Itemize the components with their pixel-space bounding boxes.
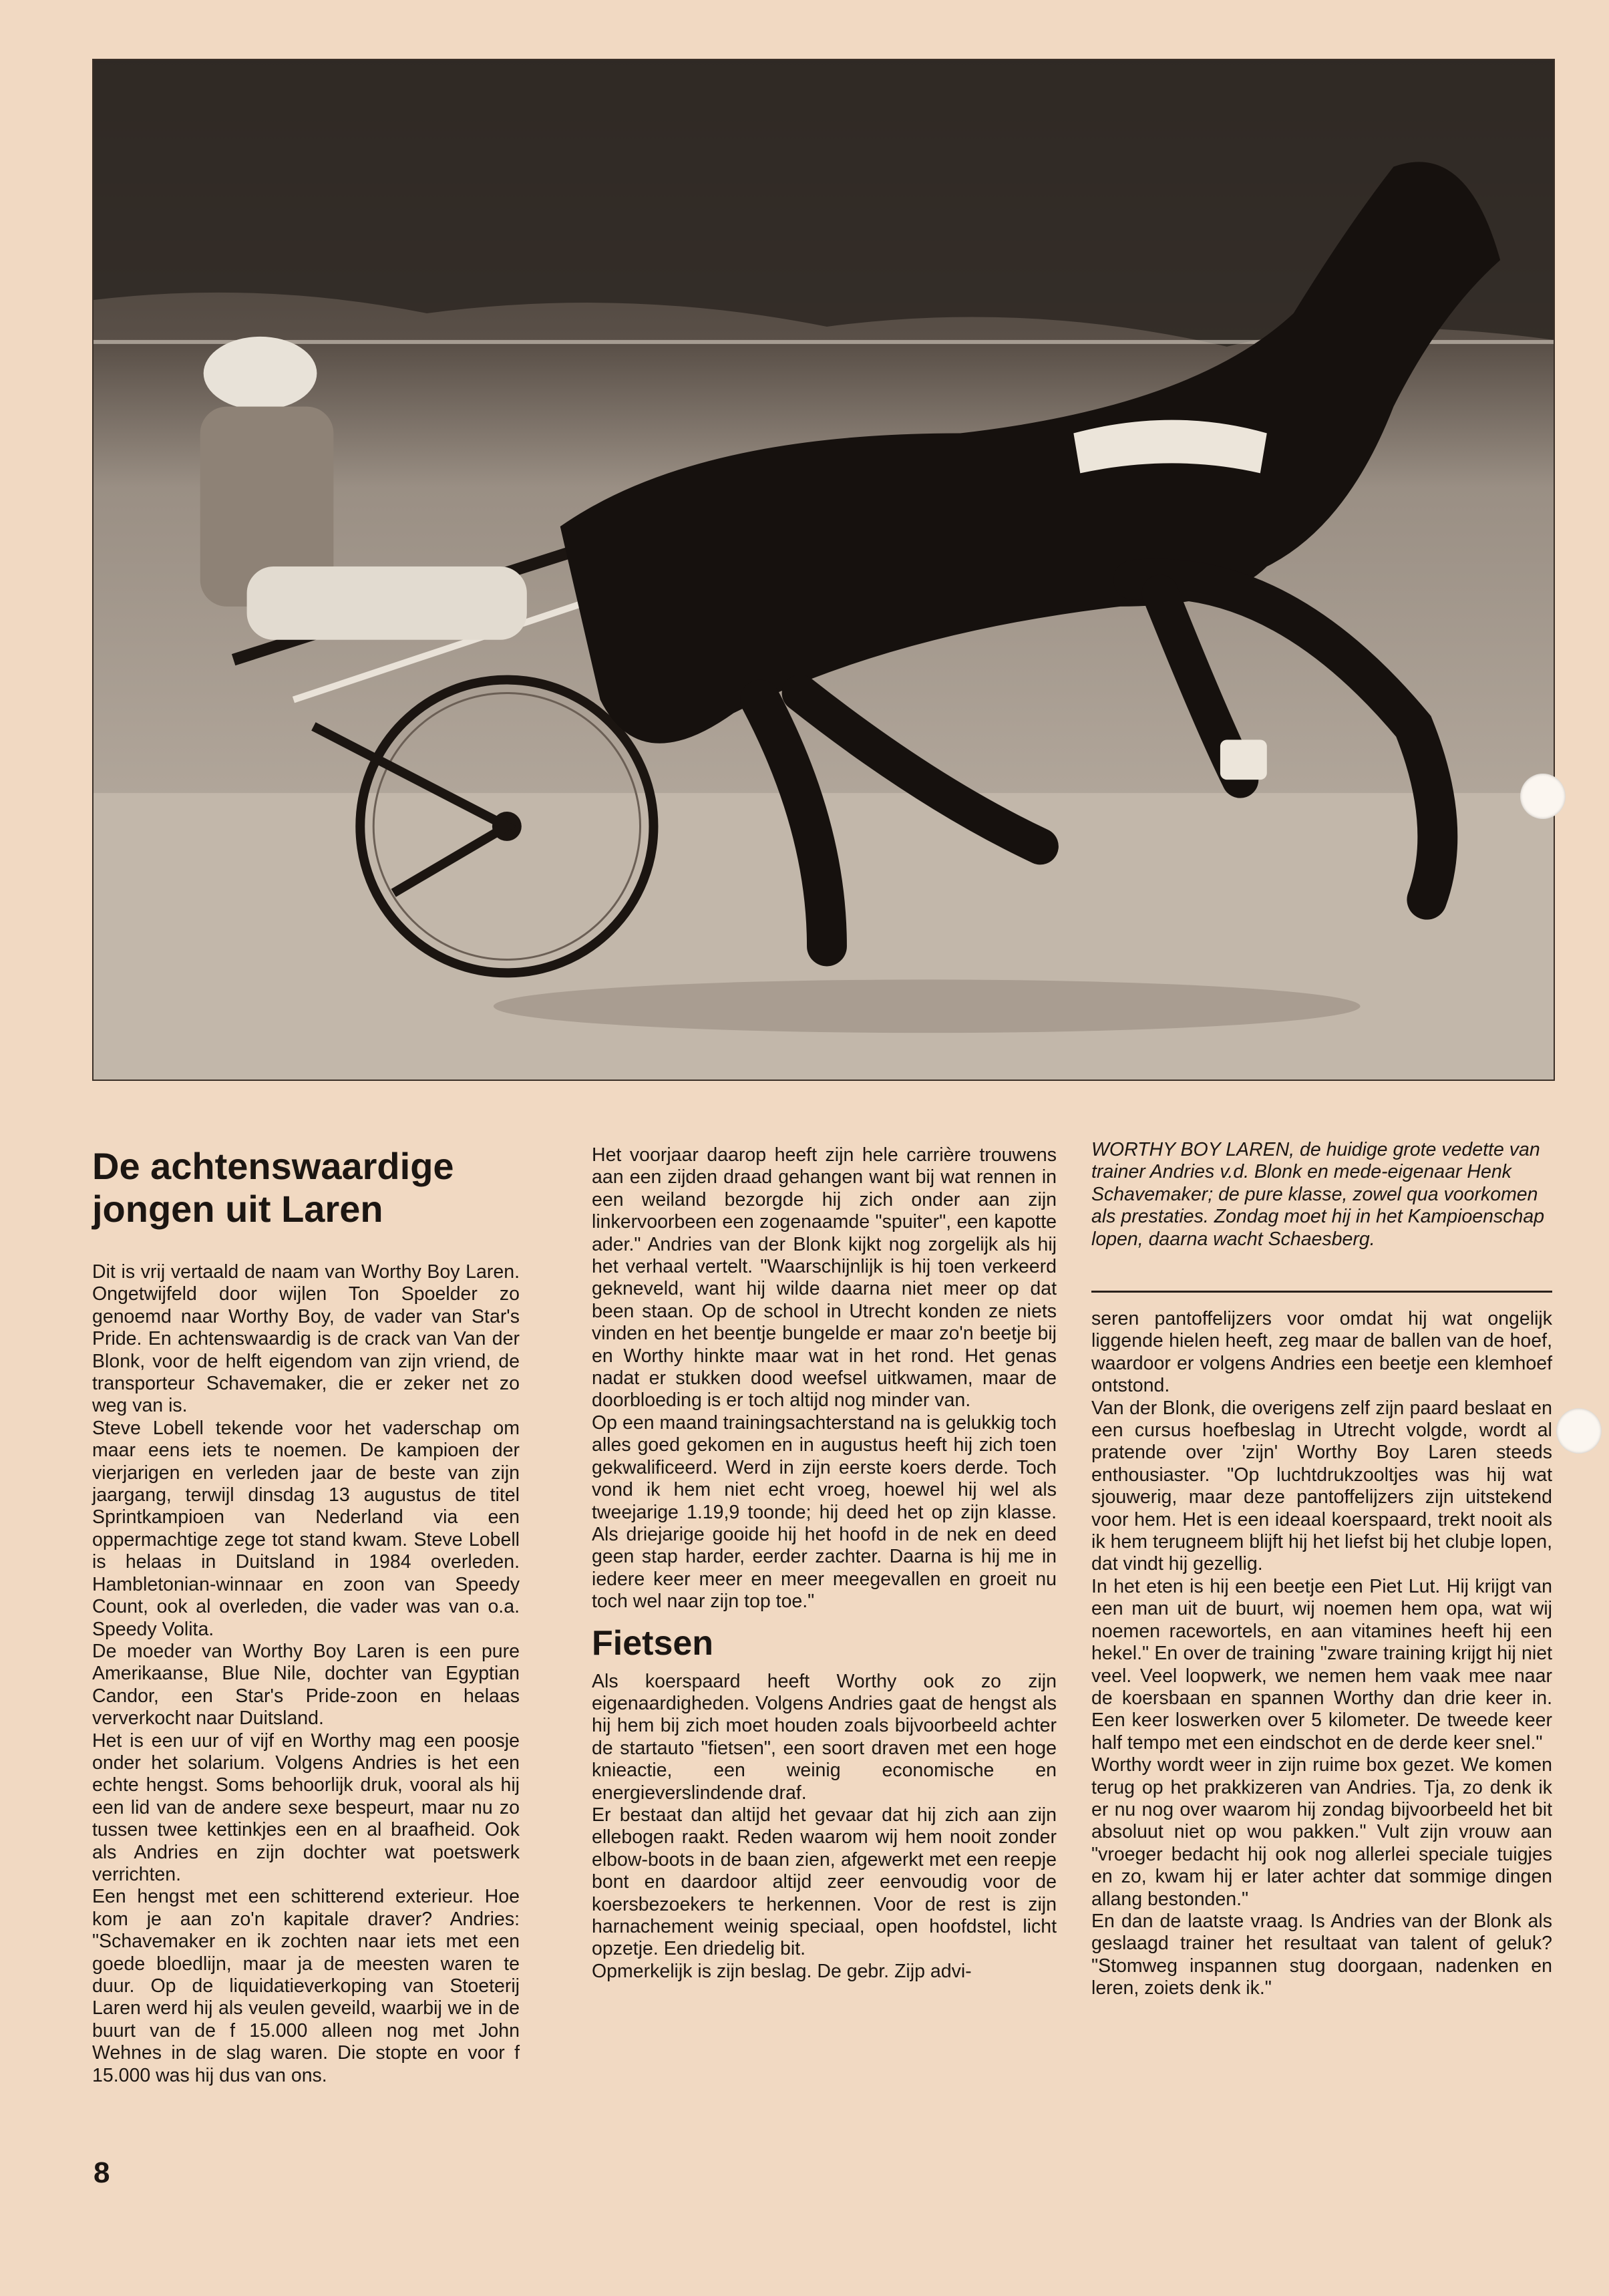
punch-hole-top <box>1520 774 1566 819</box>
paragraph: En dan de laatste vraag. Is Andries van der Blonk als geslaagd trainer het resultaat van talent of geluk? "Stomweg inspannen stug doorgaan, nadenken en leren, zoiets denk ik." <box>1091 1910 1552 1999</box>
paragraph: De moeder van Worthy Boy Laren is een pure Amerikaanse, Blue Nile, dochter van Egyptian Candor, een Star's Pride-zoon en helaas ververkocht naar Duitsland. <box>92 1640 520 1730</box>
paragraph: Het voorjaar daarop heeft zijn hele carrière trouwens aan een zijden draad gehangen want bij wat rennen in een weiland bezorgde hij zich onder aan zijn linkervoorbeen een zogenaamde "spuiter", een kapotte ader." Andries van der Blonk kijkt nog zorgelijk als hij het verhaal vertelt. "Waarschijnlijk is hij toen verkeerd gekneveld, want hij wilde daarna niet meer op dat been staan. Op de school in Utrecht konden ze niets vinden en het beentje bungelde er maar zo'n beetje bij en Worthy hinkte maar wat in het rond. Het genas nadat er stukken dood weefsel uitkwamen, maar de doorbloeding is er toch altijd nog minder van. <box>592 1144 1057 1412</box>
photo-caption: WORTHY BOY LAREN, de huidige grote vedette van trainer Andries v.d. Blonk en mede-eigenaar Henk Schavemaker; de pure klasse, zowel qua voorkomen als prestaties. Zondag moet hij in het Kampioenschap lopen, daarna wacht Schaesberg. <box>1091 1139 1545 1250</box>
column-2 <box>592 1144 1057 1983</box>
article-photo <box>92 59 1555 1081</box>
article-title: De achtenswaardige jongen uit Laren <box>92 1145 454 1230</box>
harness-racing-photo <box>94 60 1554 1080</box>
column-3 <box>1091 1308 1552 2000</box>
paragraph: Worthy wordt weer in zijn ruime box gezet. We komen terug op het prakkizeren van Andries. Tja, zo denk ik er nu nog over waarom hij zondag bijvoorbeeld het bit absoluut niet op wou pakken." Vult zijn vrouw aan "vroeger bedacht hij ook nog allerlei speciale tuigjes en zo, kwam hij er later achter dat sommige dingen allang bestonden." <box>1091 1754 1552 1910</box>
caption-divider <box>1091 1291 1552 1293</box>
paragraph: seren pantoffelijzers voor omdat hij wat ongelijk liggende hielen heeft, zeg maar de ballen van de hoef, waardoor er volgens Andries een beetje een klemhoef ontstond. <box>1091 1308 1552 1397</box>
paragraph: Op een maand trainingsachterstand na is gelukkig toch alles goed gekomen en in augustus heeft hij zich toen gekwalificeerd. Werd in zijn eerste koers derde. Toch vond ik hem niet echt vroeg, hoewel hij wel als tweejarige 1.19,9 toonde; hij deed het op zijn klasse. Als driejarige gooide hij het hoofd in de nek en deed geen stap harder, eerder zachter. Daarna is hij me in iedere keer meer en meer meegevallen en groeit nu toch wel naar zijn top toe." <box>592 1412 1057 1613</box>
paragraph: Steve Lobell tekende voor het vaderschap om maar eens iets te noemen. De kampioen der vierjarigen en verleden jaar de beste van zijn jaargang, terwijl dinsdag 13 augustus de titel Sprintkampioen van Nederland via een oppermachtige zege tot stand kwam. Steve Lobell is helaas in Duitsland in 1984 overleden. Hambletonian-winnaar en zoon van Speedy Count, ook al overleden, die vader was van o.a. Speedy Volita. <box>92 1417 520 1640</box>
column-1 <box>92 1261 520 2087</box>
page-number: 8 <box>94 2156 110 2189</box>
paragraph: Van der Blonk, die overigens zelf zijn paard beslaat en een cursus hoefbeslag in Utrecht volgde, wordt al pratende over 'zijn' Worthy Boy Laren steeds enthousiaster. "Op luchtdrukzooltjes was hij wat sjouwerig, maar deze pantoffelijzers zijn uitstekend voor hem. Het is een ideaal koerspaard, trekt nooit als ik hem terugneem blijft hij het liefst bij het clubje lopen, dat vindt hij gezellig. <box>1091 1397 1552 1575</box>
paragraph: Een hengst met een schitterend exterieur. Hoe kom je aan zo'n kapitale draver? Andries: "Schavemaker en ik zochten naar iets met een goede bloedlijn, maar ja de meesten waren te duur. Op de liquidatieverkoping van Stoeterij Laren werd hij als veulen geveild, waarbij we in de buurt van de f 15.000 alleen nog met John Wehnes in de slag waren. Die stopte en voor f 15.000 was hij dus van ons. <box>92 1886 520 2086</box>
punch-hole-bottom <box>1556 1408 1602 1454</box>
paragraph: Dit is vrij vertaald de naam van Worthy Boy Laren. Ongetwijfeld door wijlen Ton Spoelder zo genoemd naar Worthy Boy, de vader van Star's Pride. En achtenswaardig is de crack van Van der Blonk, voor de helft eigendom van zijn vriend, de transporteur Schavemaker, die er zeker net zo weg van is. <box>92 1261 520 1417</box>
paragraph: Opmerkelijk is zijn beslag. De gebr. Zijp advi- <box>592 1960 972 1982</box>
paragraph: Als koerspaard heeft Worthy ook zo zijn eigenaardigheden. Volgens Andries gaat de hengst als hij hem bij zich moet houden zoals bijvoorbeeld achter de startauto "fietsen", een soort draven met een hoge knieactie, een weinig economische en energieverslindende draf. <box>592 1670 1057 1804</box>
paragraph: Het is een uur of vijf en Worthy mag een poosje onder het solarium. Volgens Andries is het een echte hengst. Soms behoorlijk druk, vooral als hij een lid van de andere sexe bespeurt, maar nu zo tussen twee kettinkjes een en al braafheid. Ook als Andries en zijn dochter wat poetswerk verrichten. <box>92 1730 520 1885</box>
paragraph: In het eten is hij een beetje een Piet Lut. Hij krijgt van een man uit de buurt, wij noemen hem opa, wat wij noemen racewortels, en aan vitamines heeft hij een hekel." En over de training "zware training krijgt hij niet veel. Veel loopwerk, we nemen hem vaak mee naar de koersbaan en spannen Worthy dan drie keer in. Een keer loswerken over 5 kilometer. De tweede keer half tempo met een eindschot en de derde keer snel." <box>1091 1575 1552 1754</box>
section-subheading: Fietsen <box>592 1623 714 1663</box>
paragraph: Er bestaat dan altijd het gevaar dat hij zich aan zijn ellebogen raakt. Reden waarom wij hem nooit zonder elbow-boots in de baan zien, afgewerkt met een reepje bont en daardoor altijd zeer eenvoudig voor de koersbezoekers te herkennen. Voor de rest is zijn harnachement weinig speciaal, open hoofdstel, licht opzetje. Een driedelig bit. <box>592 1804 1057 1960</box>
